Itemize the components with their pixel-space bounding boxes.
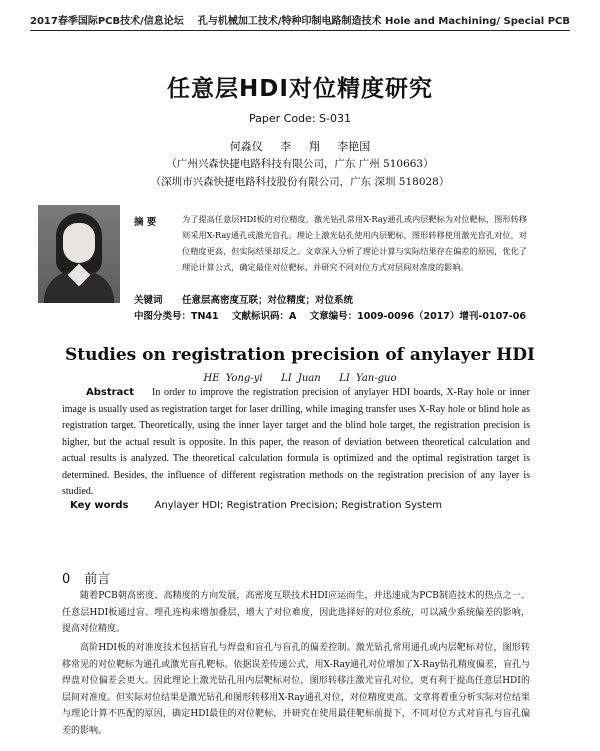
keywords-cn-text: 任意层高密度互联；对位精度；对位系统 [182,295,354,306]
paper-code: Paper Code: S-031 [249,112,351,125]
keywords-cn-label: 关键词 [134,295,163,306]
header-right: 孔与机械加工技术/特种印制电路制造技术 Hole and Machining/ Special PCB [197,15,570,27]
body-paragraph: 高阶HDI板的对准度技术包括盲孔与焊盘和盲孔与盲孔的偏差控制。激光钻孔常用通孔或内层靶标对位，图形转移常见的对位靶标为通孔或激光盲孔靶标。依据误差传递公式，用X-Ray通孔对位增加了X-Ray钻孔精度偏差，盲孔与焊盘对位偏差会更大。因此理论上激光钻孔用内层靶标对位，图形转移注激光盲孔对位，更有利于提高任意层HDI的层间对准度。但实际对位结果是激光钻孔和图形转移用X-Ray通孔对位，对位精度更高。文章将着重分析实际对位结果与理论计算不匹配的原因，确定HDI最佳的对位靶标，并研究在使用最佳靶标前提下，不同对位方式对盲孔与盲孔偏差的影响。 [62,643,530,736]
section-title: 前言 [84,572,111,587]
abstract-en-label: Abstract [86,387,135,398]
abstract-cn-label: 摘 要 [134,217,157,228]
title-cn: 任意层HDI对位精度研究 [167,76,433,102]
affiliation-cn: （深圳市兴森快捷电路科技股份有限公司，广东 深圳 518028） [150,176,450,188]
authors-en [0,373,600,384]
author-cn: 李 翔 [280,140,320,153]
author-en: LI Juan [281,373,321,384]
author-cn: 李艳国 [337,140,371,153]
abstract-en-text: In order to improve the registration precision of anylayer HDI boards, X-Ray hole or inner image is usually used as registration target for laser drilling, while imaging transfer uses X-Ray hole or blind hole as registration target. Theoretically, using the inner layer target and the blind hole target, the registration precision is higher, but the actual result is opposite. In this paper, the reason of deviation between theoretical calculation and actual results is analyzed. The theoretical calculation formula is optimized and the optimal registration target is determined. Besides, the influence of different registration methods on the registration precision of any layer is studied. [62,387,530,497]
section-heading [62,568,110,587]
classification-line [134,308,536,322]
document-code: 文献标识码：A [231,311,297,322]
author-en: HE Yong-yi [203,373,263,384]
header-left: 2017春季国际PCB技术/信息论坛 [30,15,184,27]
article-number: 文章编号：1009-0096（2017）增刊-0107-06 [309,311,526,322]
keywords-en [62,500,442,511]
photo-face [63,223,95,263]
title-en: Studies on registration precision of anylayer HDI [65,345,535,365]
running-header [30,10,570,28]
author-en: LI Yan-guo [339,373,397,384]
authors-cn [0,138,600,154]
keywords-en-label: Key words [70,500,129,511]
abstract-cn-text: 为了提高任意层HDI板的对位精度，激光钻孔常用X-Ray通孔或内层靶标为对位靶标，图形转移则采用X-Ray通孔或激光盲孔。理论上激光钻孔使用内层靶标，图形转移使用激光盲孔对位，对位精度更高，但实际结果却反之。文章深入分析了理论计算与实际结果存在偏差的原因，优化了理论计算公式，确定最佳对位靶标，并研究不同对位方式对层间对准度的影响。 [182,214,527,272]
section-number: 0 [62,572,71,587]
clc-number: 中图分类号：TN41 [134,311,219,322]
author-photo [38,205,120,303]
abstract-en [62,385,530,501]
keywords-en-text: Anylayer HDI; Registration Precision; Registration System [154,500,443,511]
affiliation-cn: （广州兴森快捷电路科技有限公司，广东 广州 510663） [166,158,434,170]
author-cn: 何淼仪 [229,140,263,153]
header-rule [30,30,570,31]
body-paragraph: 随着PCB朝高密度、高精度的方向发展，高密度互联技术HDI应运而生，并迅速成为PCB制造技术的热点之一。任意层HDI板通过盲、埋孔连构来增加叠层，增大了对位难度，因此选择好的对位系统，可以减少系统偏差的影响，提高对位精度。 [62,591,530,634]
